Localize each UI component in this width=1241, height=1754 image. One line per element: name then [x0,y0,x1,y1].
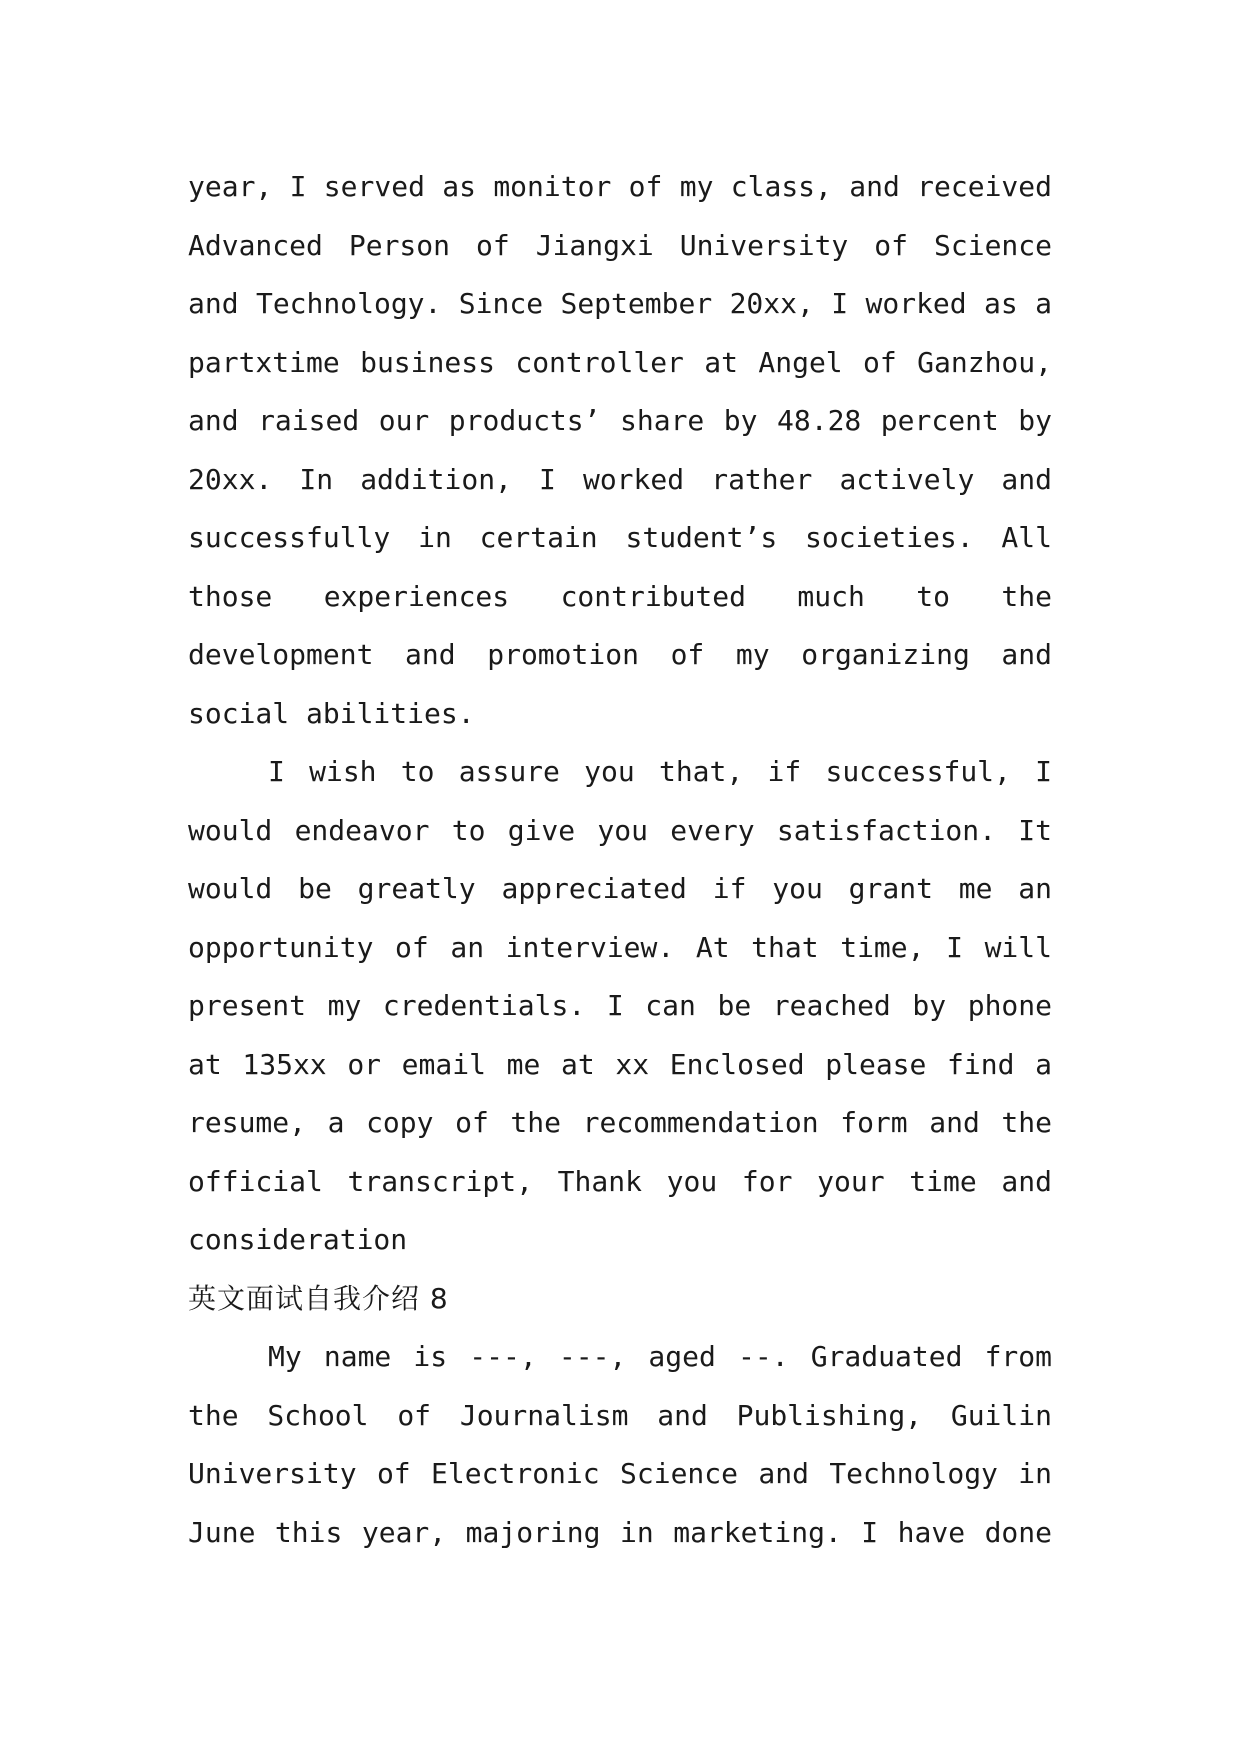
paragraph-1-line: and Technology. Since September 20xx, I worked as a [188,287,1052,320]
paragraph-1-line: and raised our products’ share by 48.28 percent by [188,404,1052,437]
section-heading: 英文面试自我介绍 8 [188,1281,449,1315]
paragraph-3-line: University of Electronic Science and Technology in [188,1457,1052,1490]
paragraph-2-line: resume, a copy of the recommendation form and the [188,1106,1052,1139]
paragraph-1-line: those experiences contributed much to the [188,579,1052,613]
paragraph-2-line: official transcript, Thank you for your time and [188,1164,1052,1198]
paragraph-2-line: consideration [188,1223,408,1256]
paragraph-2-line: present my credentials. I can be reached by phone [188,989,1052,1022]
paragraph-1-line: successfully in certain student’s societies. All [188,521,1052,554]
paragraph-1-line: development and promotion of my organizing and [188,638,1052,671]
paragraph-2 [188,743,1052,1270]
paragraph-2-line: I wish to assure you that, if successful, I [268,755,1052,788]
paragraph-2-line: opportunity of an interview. At that time, I will [188,930,1052,964]
paragraph-2-line: would endeavor to give you every satisfaction. It [188,813,1052,847]
document-body [188,158,1052,1562]
paragraph-1-line: social abilities. [188,696,475,730]
paragraph-3-line: the School of Journalism and Publishing, Guilin [188,1398,1052,1432]
paragraph-2-line: at 135xx or email me at xx Enclosed please find a [188,1047,1052,1081]
paragraph-3 [188,1328,1052,1562]
paragraph-3-line: My name is ---, ---, aged --. Graduated from [268,1340,1052,1373]
paragraph-1-line: partxtime business controller at Angel of Ganzhou, [188,345,1052,379]
paragraph-1-line: year, I served as monitor of my class, and received [188,170,1052,203]
paragraph-2-line: would be greatly appreciated if you grant me an [188,872,1052,905]
paragraph-1-line: Advanced Person of Jiangxi University of Science [188,228,1052,262]
paragraph-3-line: June this year, majoring in marketing. I have done [188,1515,1052,1549]
paragraph-1 [188,158,1052,743]
paragraph-1-line: 20xx. In addition, I worked rather actively and [188,462,1052,496]
